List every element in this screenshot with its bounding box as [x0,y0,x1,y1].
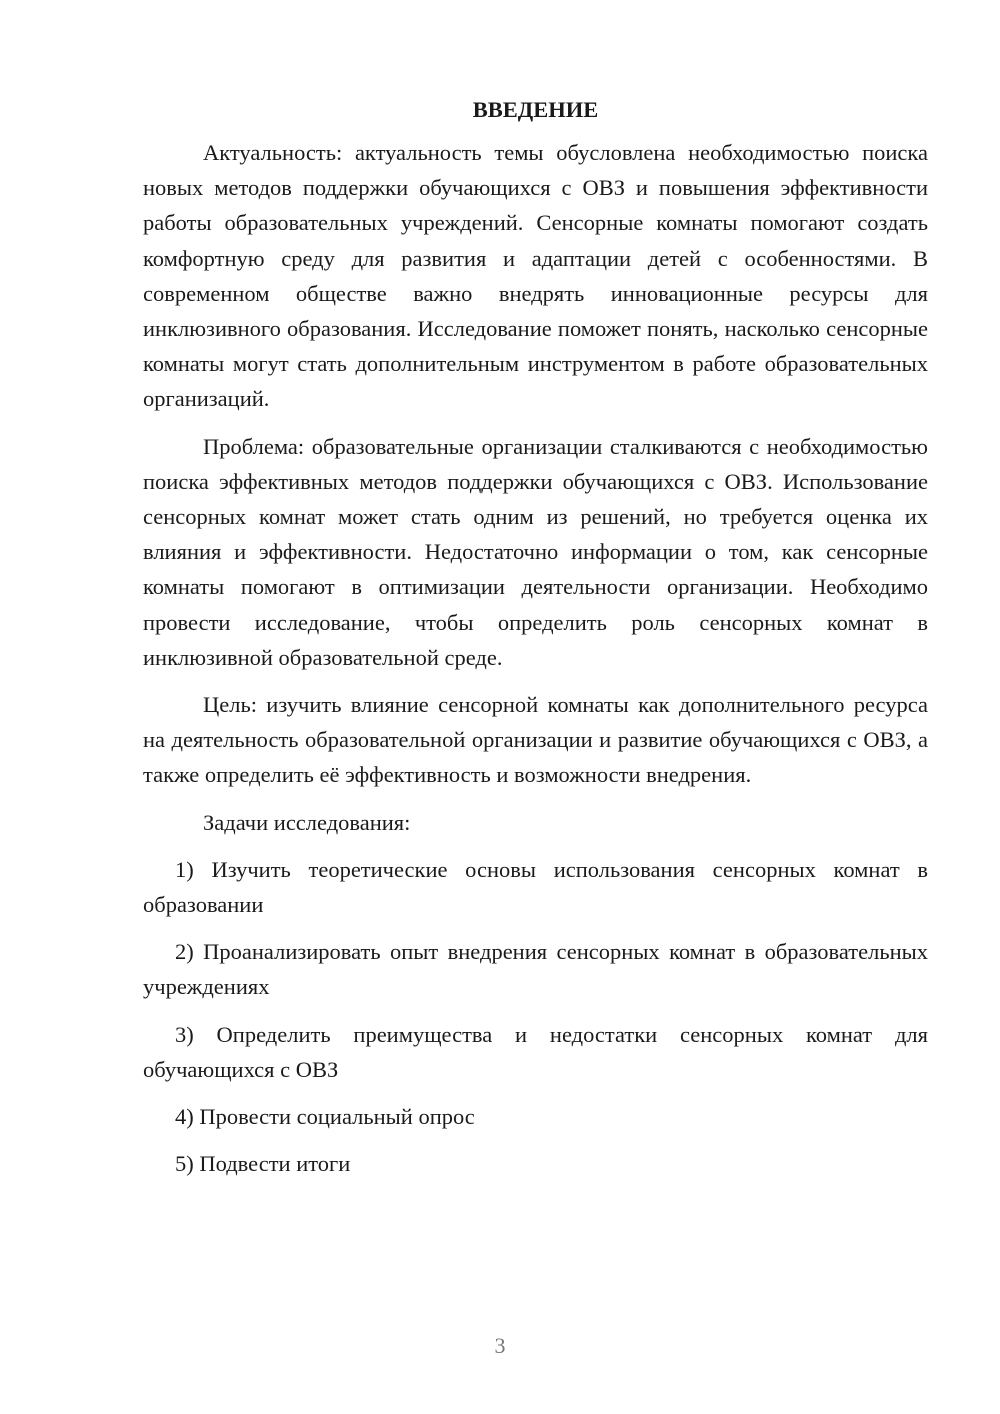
page-content [143,92,928,1181]
task-item: 5) Подвести итоги [175,1151,351,1177]
tasks-label: Задачи исследования: [203,809,411,835]
tasks-list [143,852,928,1182]
page-number: 3 [494,1333,506,1358]
task-item: 3) Определить преимущества и недостатки сенсорных комнат для обучающихся с ОВЗ [143,1021,928,1082]
task-item: 1) Изучить теоретические основы использования сенсорных комнат в образовании [143,856,928,918]
paragraph-relevance: Актуальность: актуальность темы обусловлена необходимостью поиска новых методов поддержки обучающихся с ОВЗ и повышения эффективности работы образовательных учреждений. Сенсорные комнаты помогают создать комфортную среду для развития и адаптации детей с особенностями. В современном обществе важно внедрять инновационные ресурсы для инклюзивного образования. Исследование поможет понять, насколько сенсорные комнаты могут стать дополнительным инструментом в работе образовательных организаций. [143,140,928,412]
paragraph-goal: Цель: изучить влияние сенсорной комнаты как дополнительного ресурса на деятельность образовательной организации и развитие обучающихся с ОВЗ, а также определить её эффективность и возможности внедрения. [143,692,928,788]
task-item: 2) Проанализировать опыт внедрения сенсорных комнат в образовательных учреждениях [143,939,928,1000]
task-item: 4) Провести социальный опрос [175,1104,475,1130]
section-title: ВВЕДЕНИЕ [472,97,599,122]
paragraph-problem: Проблема: образовательные организации сталкиваются с необходимостью поиска эффективных методов поддержки обучающихся с ОВЗ. Использование сенсорных комнат может стать одним из решений, но требуется оценка их влияния и эффективности. Недостаточно информации о том, как сенсорные комнаты помогают в оптимизации деятельности организации. Необходимо провести исследование, чтобы определить роль сенсорных комнат в инклюзивной образовательной среде. [143,433,928,670]
